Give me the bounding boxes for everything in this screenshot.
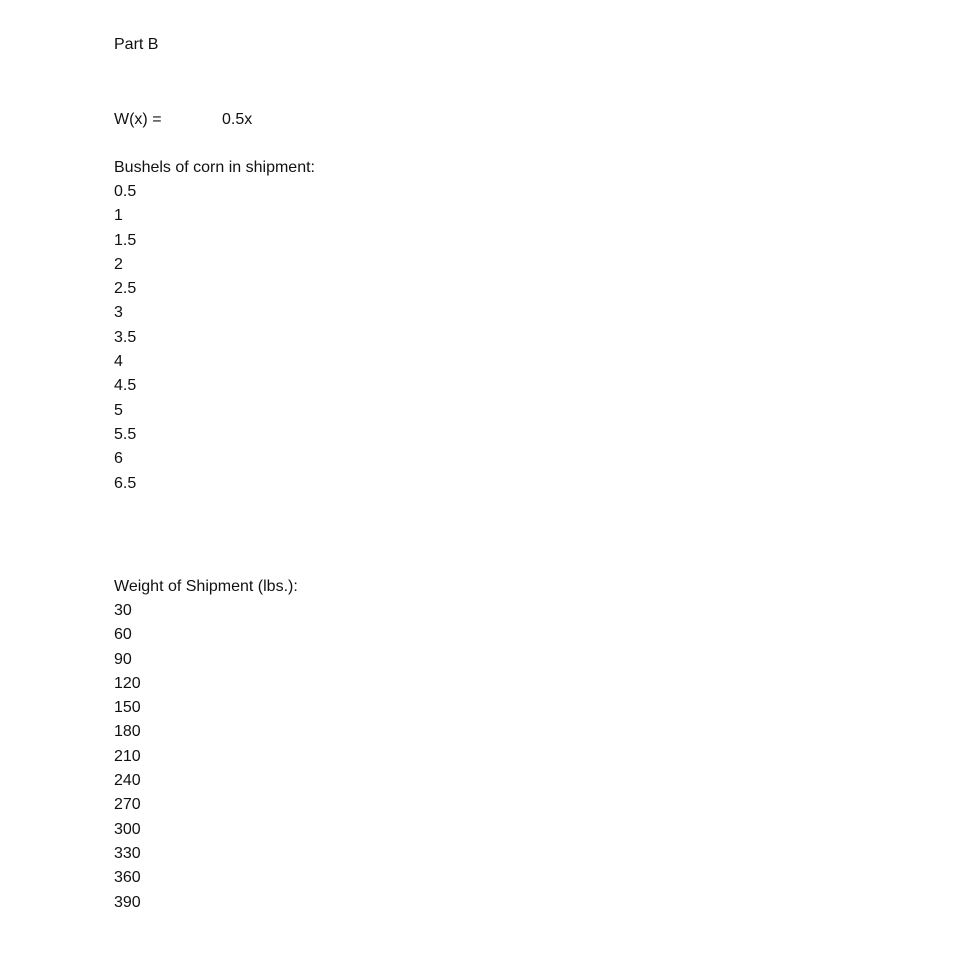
bushels-value: 1.5 (114, 231, 137, 249)
weight-value: 30 (114, 602, 132, 619)
part-title: Part B (114, 36, 159, 53)
weight-value: 270 (114, 796, 141, 814)
bushels-value: 0.5 (114, 183, 137, 200)
weight-list (114, 601, 141, 917)
bushels-value: 2 (114, 255, 123, 273)
weight-value: 390 (114, 893, 141, 911)
weight-value: 120 (114, 674, 141, 692)
bushels-value: 4.5 (114, 377, 137, 395)
formula-expression: 0.5x (222, 111, 253, 128)
bushels-value: 5 (114, 401, 123, 419)
bushels-value: 4 (114, 353, 123, 371)
bushels-header: Bushels of corn in shipment: (114, 159, 315, 176)
weight-value: 210 (114, 747, 141, 765)
weight-value: 360 (114, 869, 141, 887)
bushels-value: 2.5 (114, 280, 137, 298)
bushels-value: 3.5 (114, 328, 137, 346)
bushels-value: 6.5 (114, 474, 137, 492)
bushels-value: 3 (114, 304, 123, 322)
formula-label: W(x) = (114, 111, 162, 128)
bushels-list (114, 182, 136, 498)
weight-value: 300 (114, 820, 141, 838)
bushels-value: 6 (114, 450, 123, 468)
weight-value: 150 (114, 699, 141, 717)
weight-header: Weight of Shipment (lbs.): (114, 578, 298, 595)
weight-value: 330 (114, 844, 141, 862)
bushels-value: 5.5 (114, 425, 137, 443)
weight-value: 240 (114, 772, 141, 790)
weight-value: 180 (114, 723, 141, 741)
weight-value: 90 (114, 650, 132, 668)
bushels-value: 1 (114, 207, 123, 225)
weight-value: 60 (114, 626, 132, 644)
